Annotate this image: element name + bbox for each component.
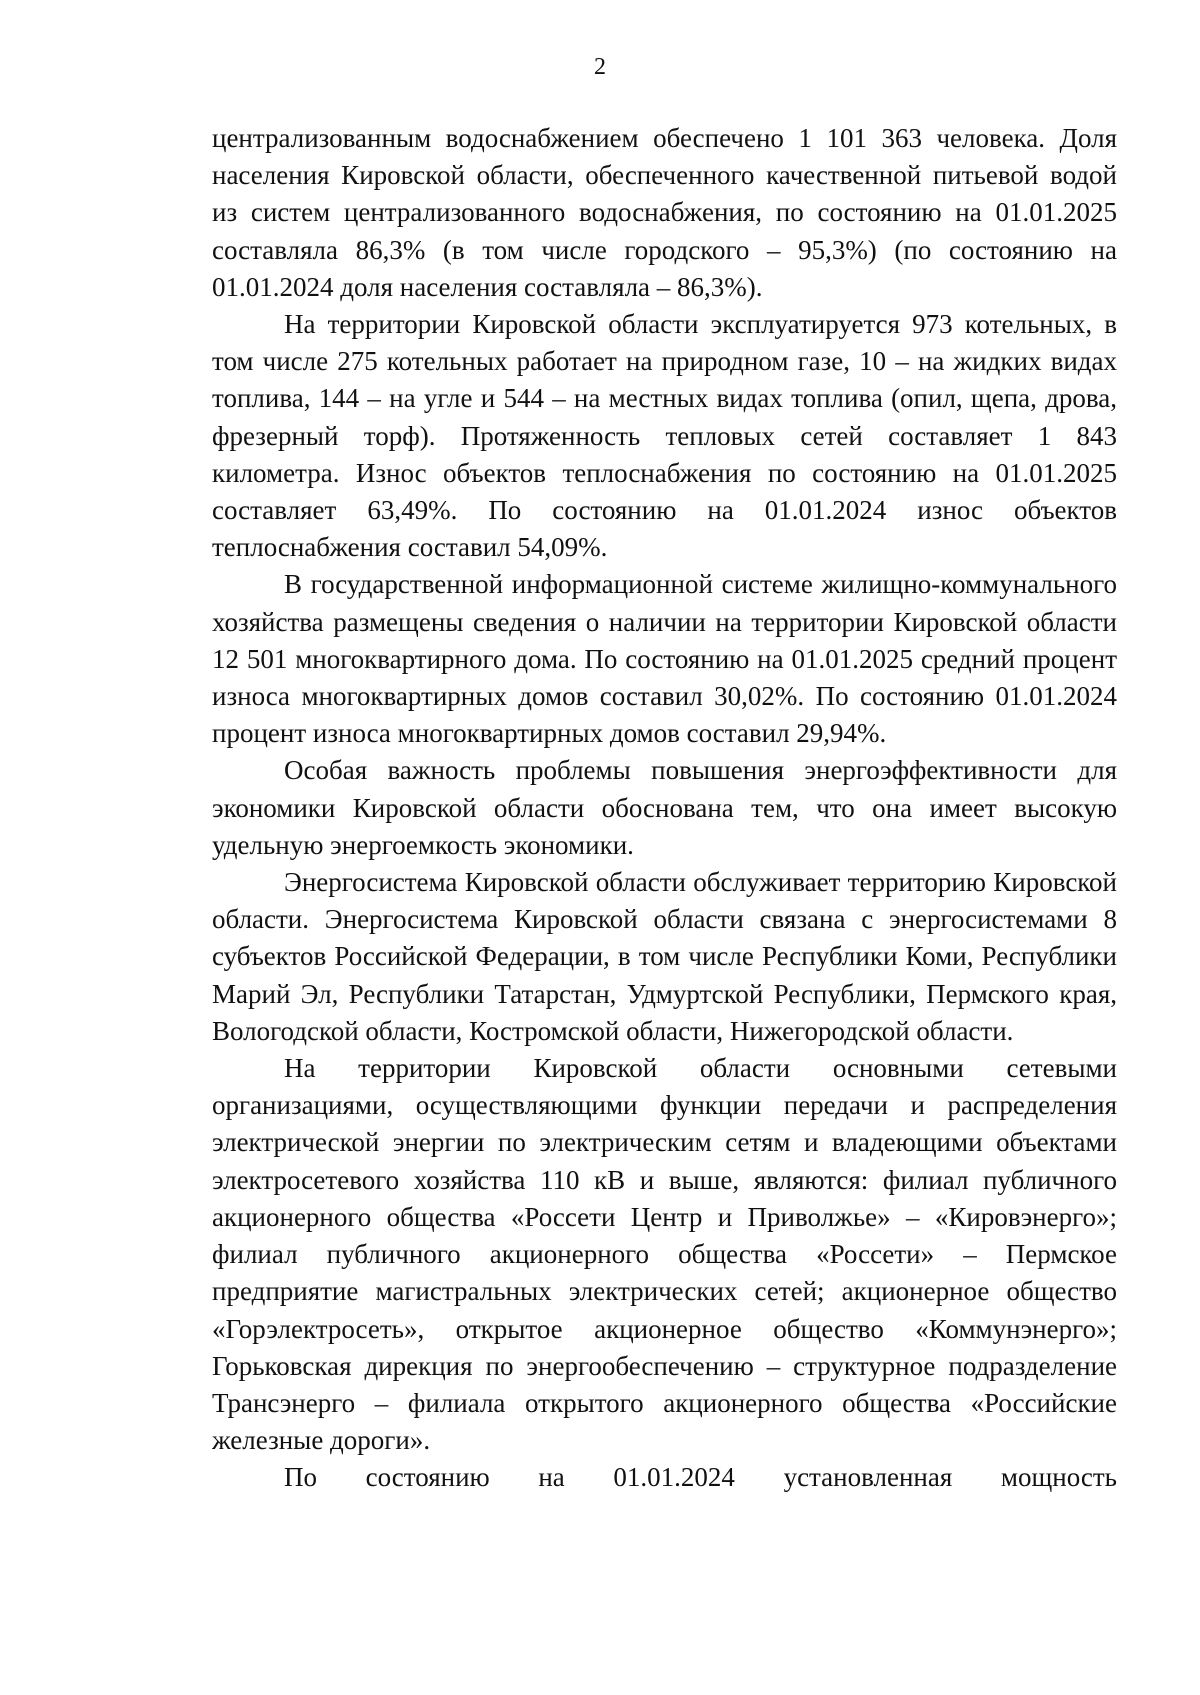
paragraph-installed-capacity: По состоянию на 01.01.2024 установленная мощность xyxy=(284,1462,1117,1493)
page-number: 2 xyxy=(594,54,606,80)
paragraph-grid-organizations: На территории Кировской области основными сетевыми организациями, осуществляющими функции передачи и распределения электрической энергии по электрическим сетям и владеющими объектами электросетевого хозяйства 110 кВ и выше, являются: филиал публичного акционерного общества «Россети Центр и Приволжье» – «Кировэнерго»; филиал публичного акционерного общества «Россети» – Пермское предприятие магистральных электрических сетей; акционерное общество «Горэлектросеть», открытое акционерное общество «Коммунэнерго»; Горьковская дирекция по энергообеспечению – структурное подразделение Трансэнерго – филиала открытого акционерного общества «Российские железные дороги». xyxy=(212,1053,1117,1456)
paragraph-energy-system: Энергосистема Кировской области обслуживает территорию Кировской области. Энергосистема Кировской области связана с энергосистемами 8 субъектов Российской Федерации, в том числе Республики Коми, Республики Марий Эл, Республики Татарстан, Удмуртской Республики, Пермского края, Вологодской области, Костромской области, Нижегородской области. xyxy=(212,867,1117,1046)
paragraph-energy-efficiency: Особая важность проблемы повышения энергоэффективности для экономики Кировской области обоснована тем, что она имеет высокую удельную энергоемкость экономики. xyxy=(212,755,1117,860)
paragraph-water-supply: централизованным водоснабжением обеспечено 1 101 363 человека. Доля населения Кировской области, обеспеченного качественной питьевой водой из систем централизованного водоснабжения, по состоянию на 01.01.2025 составляла 86,3% (в том числе городского – 95,3%) (по состоянию на 01.01.2024 доля населения составляла – 86,3%). xyxy=(212,123,1117,302)
document-body xyxy=(212,120,1117,1497)
paragraph-boiler-houses: На территории Кировской области эксплуатируется 973 котельных, в том числе 275 котельных работает на природном газе, 10 – на жидких видах топлива, 144 – на угле и 544 – на местных видах топлива (опил, щепа, дрова, фрезерный торф). Протяженность тепловых сетей составляет 1 843 километра. Износ объектов теплоснабжения по состоянию на 01.01.2025 составляет 63,49%. По состоянию на 01.01.2024 износ объектов теплоснабжения составил 54,09%. xyxy=(212,309,1117,563)
paragraph-apartment-buildings: В государственной информационной системе жилищно-коммунального хозяйства размещены сведения о наличии на территории Кировской области 12 501 многоквартирного дома. По состоянию на 01.01.2025 средний процент износа многоквартирных домов составил 30,02%. По состоянию 01.01.2024 процент износа многоквартирных домов составил 29,94%. xyxy=(212,569,1117,749)
